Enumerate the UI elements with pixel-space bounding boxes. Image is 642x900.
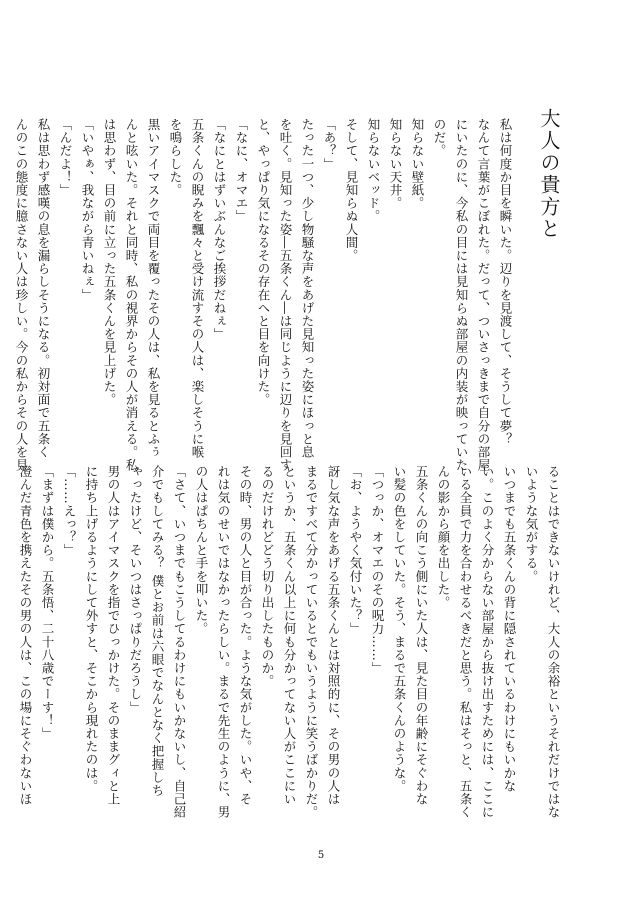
text-line: いつまでも五条くんの背に隠されているわけにもいかな — [502, 465, 517, 793]
text-line: 黒いアイマスクで両目を覆ったその人は、私を見るとふぅ — [146, 118, 161, 459]
text-line: い髪の色をしていた。そう、まるで五条くんのような。 — [392, 465, 407, 793]
text-line: 知らない天井。 — [388, 118, 403, 210]
text-line: 男の人はアイマスクを指でひっかけた。そのままグィと上 — [106, 465, 121, 806]
text-line: 「さて、いつまでもこうしてるわけにもいかないし、自己紹 — [172, 465, 187, 819]
text-line: 澄んだ青色を携えたその男の人は、この場にそぐわないほ — [18, 465, 33, 806]
text-line: は思わず、目の前に立った五条くんを見上げた。 — [102, 118, 117, 407]
text-line: というか、五条くん以上に何も分かってない人がここにい — [282, 465, 297, 806]
text-line: に持ち上げるようにして外すと、そこから現れたのは。 — [84, 465, 99, 793]
text-line: るのだけれどどう切り出したものか。 — [260, 465, 275, 688]
text-line: のだ。 — [432, 118, 447, 158]
text-line: 「いやぁ、我ながら青いねぇ」 — [80, 118, 95, 302]
bottom-tier-text — [14, 465, 564, 819]
text-line: 知らないベッド。 — [366, 118, 381, 223]
text-line: 五条くんの睨みを飄々と受け流すその人は、楽しそうに喉 — [190, 118, 205, 459]
text-line: まるですべて分かっているとでもいうように笑うばかりだ。 — [304, 465, 319, 819]
text-line: を吐く。見知った姿―五条くん―は同じように辺りを見回す — [278, 118, 293, 472]
text-line: れは気のせいではなかったらしい。まるで先生のように、男 — [216, 465, 231, 819]
top-tier-text — [10, 118, 516, 472]
text-line: と、やっぱり気になるその存在へと目を向けた。 — [256, 118, 271, 407]
text-line: ゃったけど、そいつはさっぱりだろうし」 — [128, 465, 143, 714]
page-number: 5 — [317, 850, 325, 861]
text-line: 「あ？」 — [322, 118, 337, 171]
text-line: 私は思わず感嘆の息を漏らしそうになる。初対面で五条く — [36, 118, 51, 459]
text-line: んのこの態度に臆さない人は珍しい。今の私からその人を見 — [14, 118, 29, 472]
text-line: 知らない壁紙。 — [410, 118, 425, 210]
text-line: そして、見知らぬ人間。 — [344, 118, 359, 263]
text-line: 介でもしてみる？ 僕とお前は六眼でなんとなく把握しち — [150, 465, 165, 798]
text-line: 五条くんの向こう側にいた人は、見た目の年齢にそぐわな — [414, 465, 429, 806]
text-line: の人はぱちんと手を叩いた。 — [194, 465, 209, 636]
text-line: ることはできないけれど、大人の余裕というそれだけではな — [546, 465, 561, 819]
text-line: なんて言葉がこぼれた。だって、ついさっきまで自分の部屋 — [476, 118, 491, 472]
text-line: 「なにとはずいぶんなご挨拶だねぇ」 — [212, 118, 227, 341]
text-line: 私は何度か目を瞬いた。辺りを見渡して、そうして夢？ — [498, 118, 513, 446]
text-line: 「……えっ？」 — [62, 465, 77, 557]
text-line: にいたのに、今私の目には見知らぬ部屋の内装が映っていた — [454, 118, 469, 472]
chapter-title: 大人の貴方と — [537, 108, 561, 240]
text-line: 訝し気な声をあげる五条くんとは対照的に、その男の人は — [326, 465, 341, 806]
text-line: んと呟いた。それと同時、私の視界からその人が消える。私 — [124, 118, 139, 472]
text-line: いような気がする。 — [524, 465, 539, 583]
text-line: その時、男の人と目が合った。ような気がした。いや、そ — [238, 465, 253, 806]
text-line: 「まずは僕から。五条悟、二十八歳でーす！」 — [40, 465, 55, 741]
text-line: 「んだよ！」 — [58, 118, 73, 197]
text-line: い。このよく分からない部屋から抜け出すためには、ここに — [480, 465, 495, 819]
text-line: 「お、ようやく気付いた？」 — [348, 465, 363, 636]
text-line: を鳴らした。 — [168, 118, 183, 197]
text-line: 「なに、オマエ」 — [234, 118, 249, 223]
text-line: んの影から顔を出した。 — [436, 465, 451, 610]
text-line: たった一つ、少し物騒な声をあげた見知った姿にほっと息 — [300, 118, 315, 459]
text-line: 「つっか、オマエのその呪力……」 — [370, 465, 385, 675]
text-line: いる全員で力を合わせるべきだと思う。私はそっと、五条く — [458, 465, 473, 819]
